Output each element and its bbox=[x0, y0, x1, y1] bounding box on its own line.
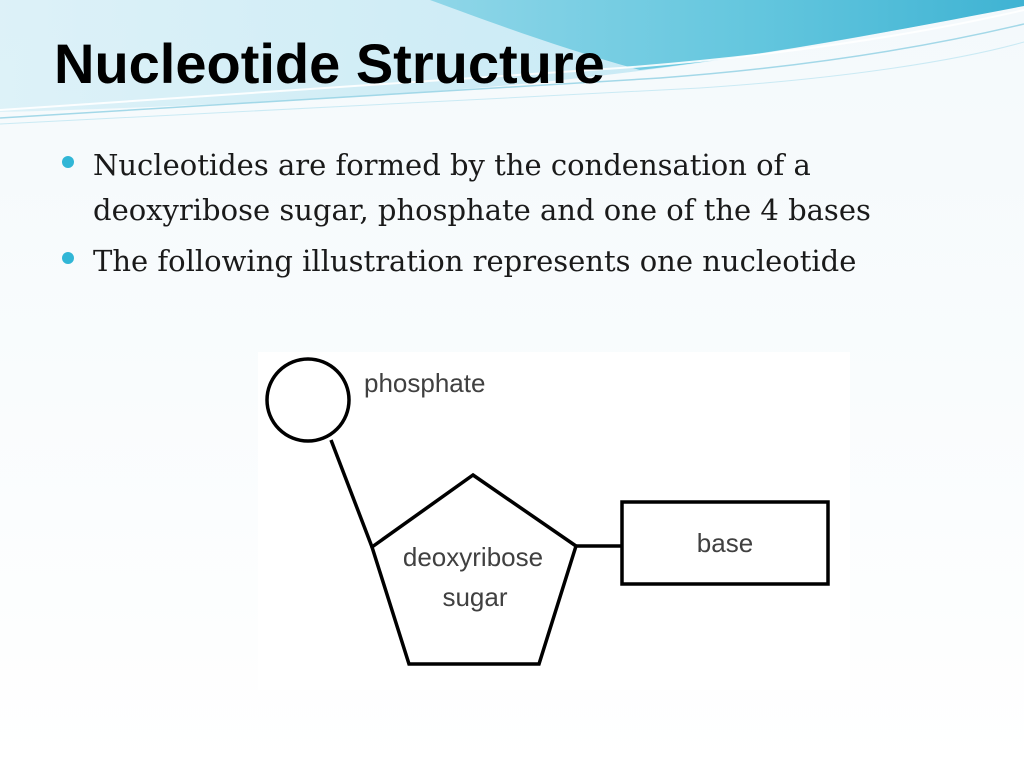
bullet-item bbox=[62, 239, 962, 284]
phosphate-label: phosphate bbox=[364, 368, 486, 398]
phosphate-sugar-bond bbox=[331, 440, 372, 547]
bullet-dot-icon bbox=[62, 252, 74, 264]
bullet-list bbox=[62, 143, 962, 290]
bullet-text: Nucleotides are formed by the condensation of a deoxyribose sugar, phosphate and one of the 4 bases bbox=[93, 148, 871, 227]
bullet-dot-icon bbox=[62, 156, 74, 168]
bullet-item bbox=[62, 143, 962, 233]
sugar-label-line1: deoxyribose bbox=[402, 542, 544, 572]
slide-title: Nucleotide Structure bbox=[54, 32, 605, 95]
base-label: base bbox=[696, 528, 754, 558]
bullet-text: The following illustration represents one nucleotide bbox=[93, 244, 857, 278]
sugar-label-line2: sugar bbox=[442, 582, 508, 612]
nucleotide-diagram bbox=[258, 352, 850, 690]
phosphate-circle bbox=[267, 359, 349, 441]
